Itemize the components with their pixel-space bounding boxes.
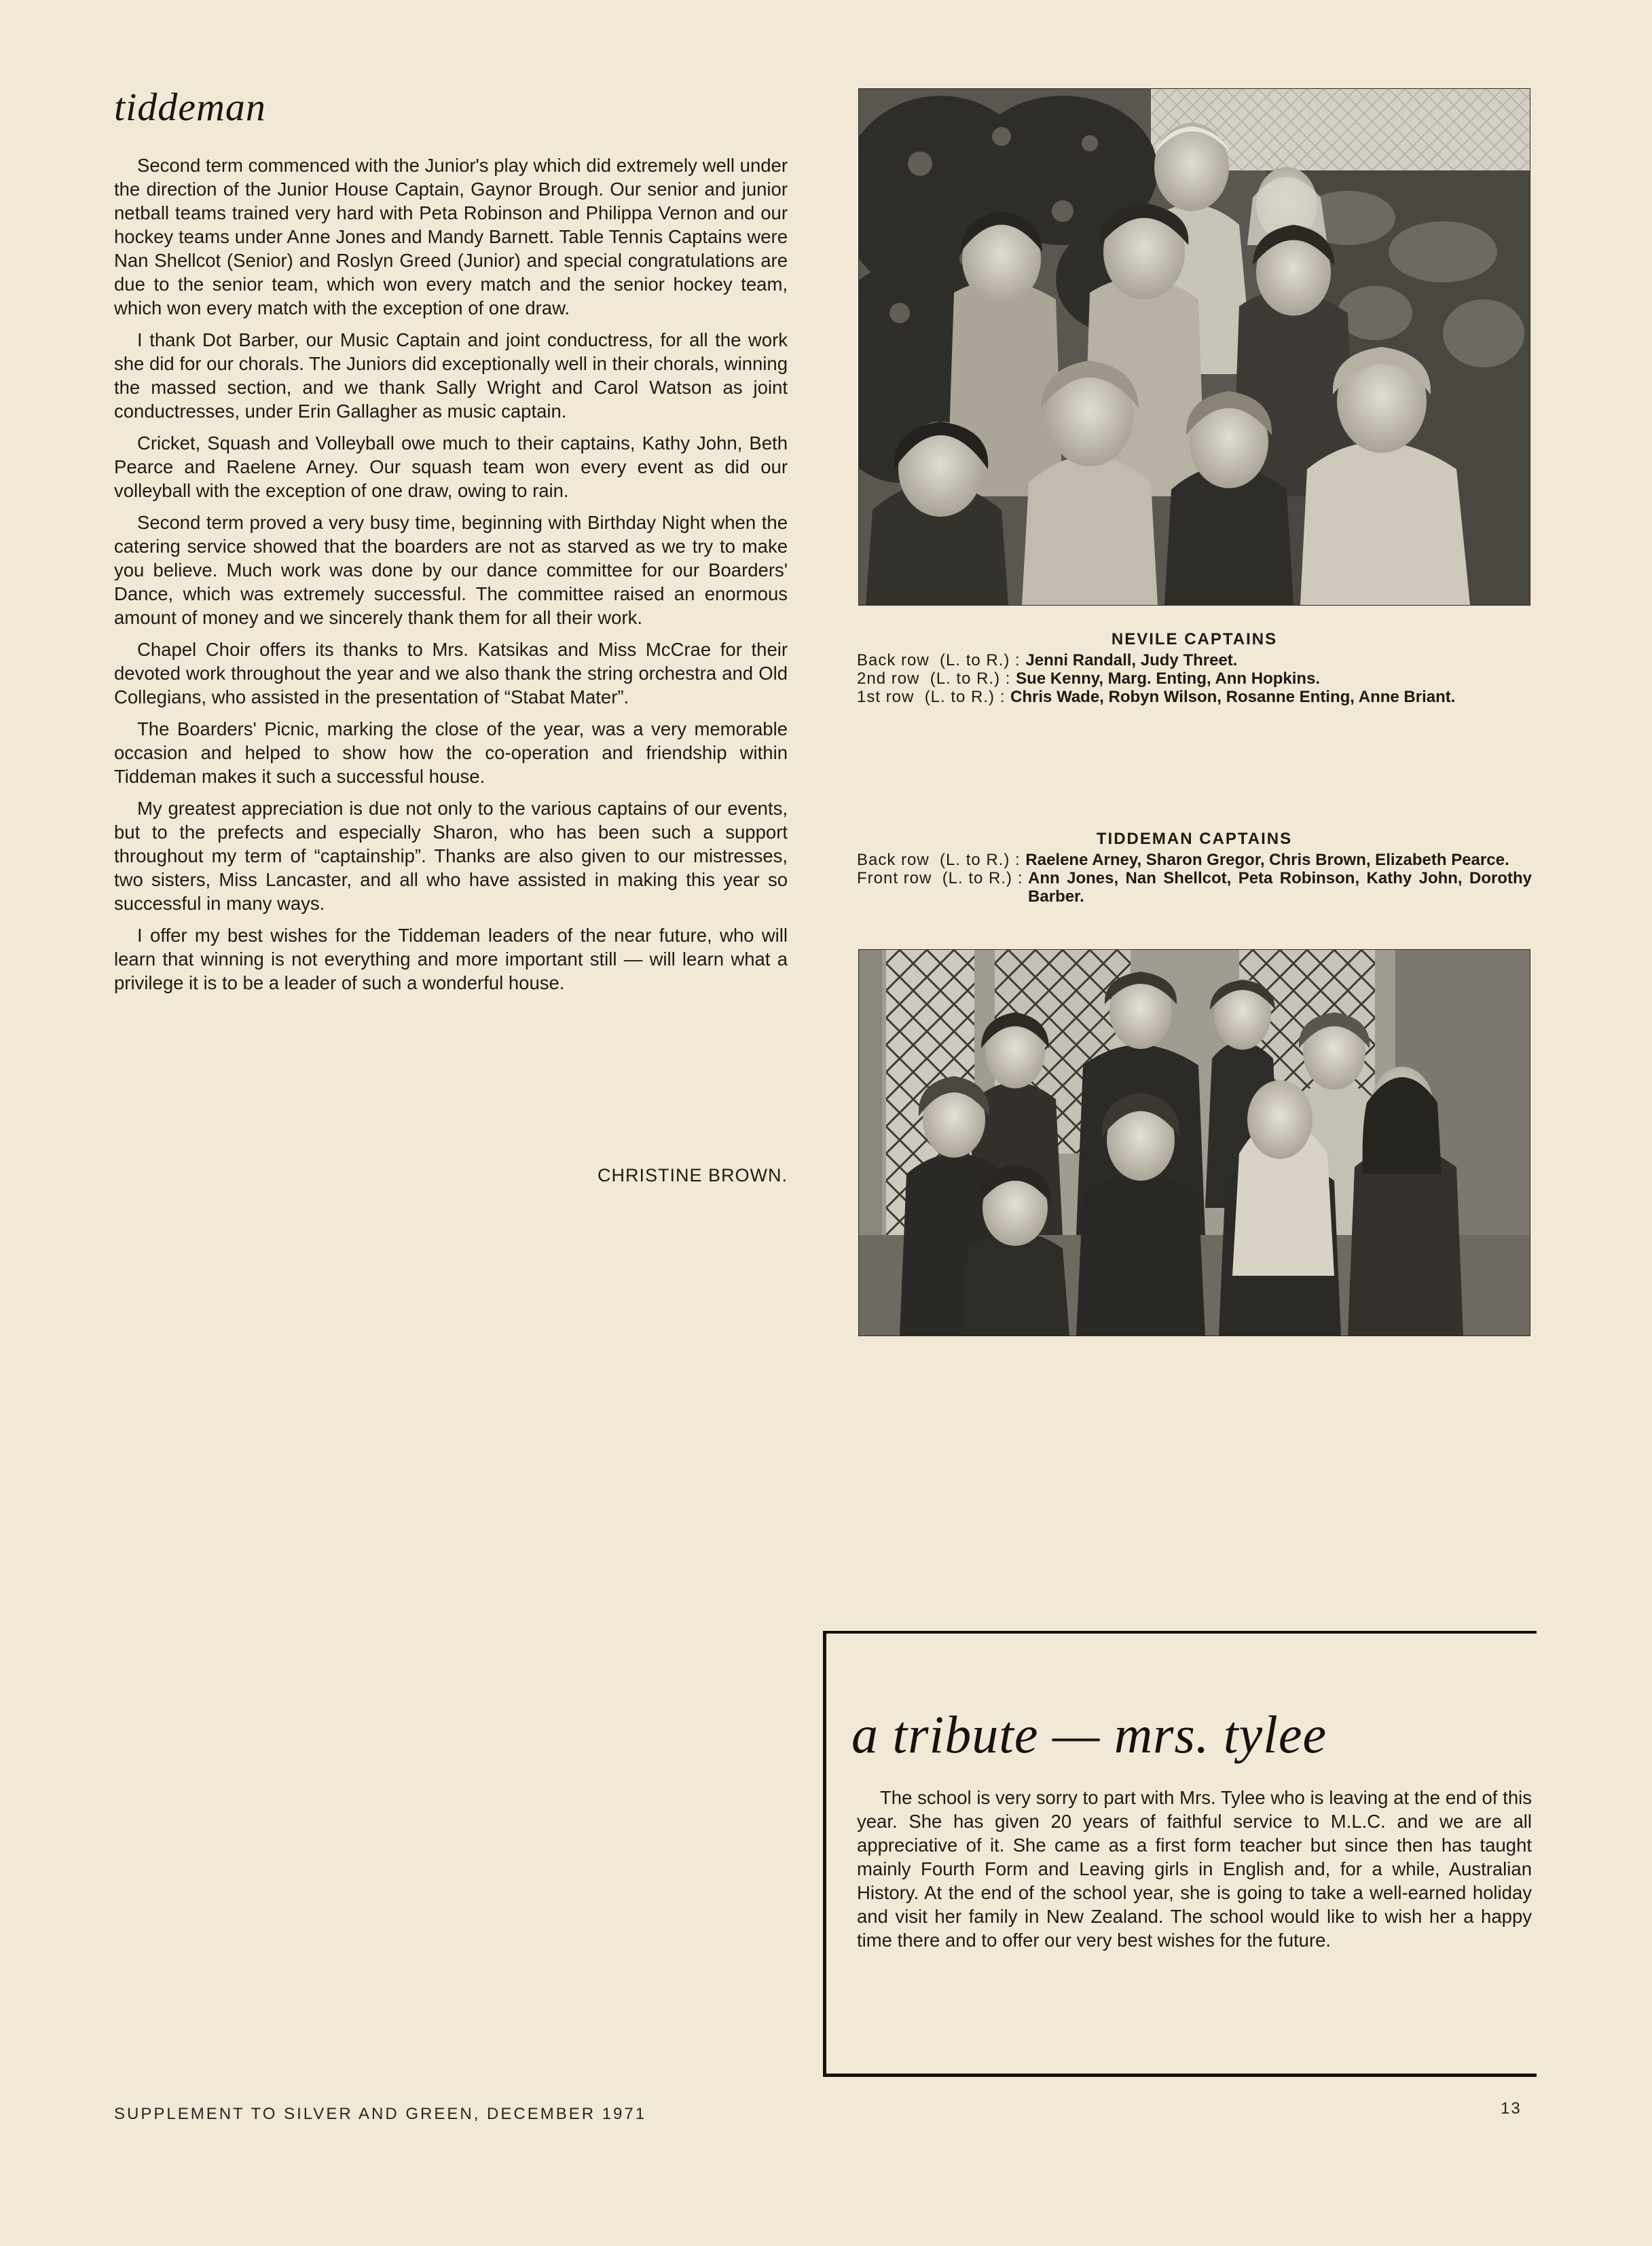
tribute-body: The school is very sorry to part with Mrs. Tylee who is leaving at the end of this year. She has given 20 years of faithful service to M.L.C. and we are all appreciative of it. She came as a first form teacher but since then has taught mainly Fourth Form and Leaving girls in English and, for a while, Australian History. At the end of the school year, she is going to take a well-earned holiday and visit her family in New Zealand. The school would like to wish her a happy time there and to offer our very best wishes for the future. [857, 1787, 1532, 1951]
paragraph: Cricket, Squash and Volleyball owe much to their captains, Kathy John, Beth Pearce and Raelene Arney. Our squash team won every event as did our volleyball with the exception of one draw, owing to rain. [114, 432, 788, 501]
row-names: Chris Wade, Robyn Wilson, Rosanne Enting, Anne Briant. [1010, 688, 1456, 706]
caption-row [857, 851, 1532, 869]
row-label: 1st row (L. to R.) : [857, 688, 1011, 706]
row-label: 2nd row (L. to R.) : [857, 669, 1016, 688]
row-label: Back row (L. to R.) : [857, 851, 1026, 869]
tiddeman-captains-photo [858, 949, 1530, 1336]
row-names: Raelene Arney, Sharon Gregor, Chris Brown, Elizabeth Pearce. [1025, 851, 1509, 869]
paragraph: The Boarders' Picnic, marking the close of the year, was a very memorable occasion and helped to show how the co-operation and friendship within Tiddeman makes it such a successful house. [114, 718, 788, 787]
nevile-captains-caption [857, 630, 1532, 706]
paragraph: My greatest appreciation is due not only to the various captains of our events, but to the prefects and especially Sharon, who has been such a support throughout my term of “captainship”. Thanks are also given to our mistresses, two sisters, Miss Lancaster, and all who have assisted in making this year so successful in many ways. [114, 798, 788, 914]
paragraph: Second term proved a very busy time, beginning with Birthday Night when the catering service showed that the boarders are not as starved as we try to make you believe. Much work was done by our dance committee for our Boarders' Dance, which was extremely successful. The committee raised an enormous amount of money and we sincerely thank them for all their work. [114, 512, 788, 628]
paragraph: Chapel Choir offers its thanks to Mrs. Katsikas and Miss McCrae for their devoted work throughout the year and we also thank the string orchestra and Old Collegians, who assisted in the presentation of “Stabat Mater”. [114, 639, 788, 707]
tribute-title: a tribute — mrs. tylee [851, 1705, 1327, 1764]
paragraph: I thank Dot Barber, our Music Captain and joint conductress, for all the work she did for our chorals. The Juniors did exceptionally well in their chorals, winning the massed section, and we thank Sally Wright and Carol Watson as joint conductresses, under Erin Gallagher as music captain. [114, 329, 788, 422]
caption-title: TIDDEMAN CAPTAINS [1096, 830, 1293, 848]
caption-row [857, 688, 1532, 706]
author-signature: CHRISTINE BROWN. [597, 1165, 788, 1185]
row-names: Ann Jones, Nan Shellcot, Peta Robinson, Kathy John, Dorothy Barber. [1028, 869, 1532, 906]
nevile-captains-photo [858, 88, 1530, 606]
section-title: tiddeman [114, 85, 266, 129]
row-label: Back row (L. to R.) : [857, 651, 1026, 669]
row-names: Jenni Randall, Judy Threet. [1025, 651, 1238, 669]
page-number: 13 [1501, 2099, 1522, 2118]
caption-row [857, 869, 1532, 906]
article-body [114, 153, 788, 1003]
tiddeman-captains-caption [857, 830, 1532, 906]
caption-title: NEVILE CAPTAINS [1111, 630, 1278, 648]
caption-row [857, 651, 1532, 669]
caption-row [857, 669, 1532, 688]
photo-illustration [859, 950, 1530, 1336]
footer-publication-note: SUPPLEMENT TO SILVER AND GREEN, DECEMBER 1971 [114, 2105, 647, 2123]
paragraph: Second term commenced with the Junior's play which did extremely well under the direction of the Junior House Captain, Gaynor Brough. Our senior and junior netball teams trained very hard with Peta Robinson and Philippa Vernon and our hockey teams under Anne Jones and Mandy Barnett. Table Tennis Captains were Nan Shellcot (Senior) and Roslyn Greed (Junior) and special congratulations are due to the senior team, which won every match and the senior hockey team, which won every match with the exception of one draw. [114, 155, 788, 318]
row-names: Sue Kenny, Marg. Enting, Ann Hopkins. [1016, 669, 1321, 688]
row-label: Front row (L. to R.) : [857, 869, 1029, 887]
photo-illustration [859, 89, 1530, 605]
paragraph: I offer my best wishes for the Tiddeman leaders of the near future, who will learn that winning is not everything and more important still — will learn what a privilege it is to be a leader of such a wonderful house. [114, 925, 788, 993]
